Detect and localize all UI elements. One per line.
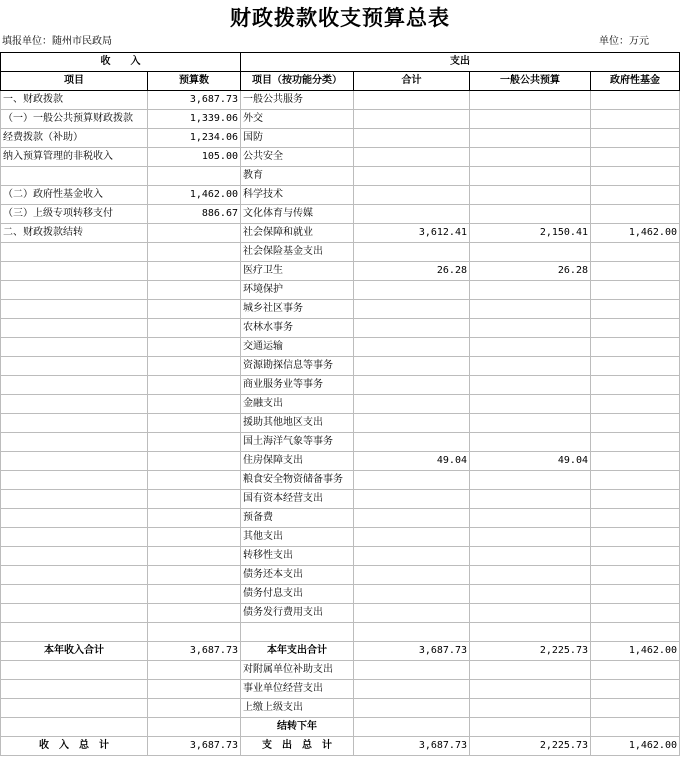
expense-total [354, 547, 470, 566]
expense-fund [591, 623, 680, 642]
expense-fund [591, 699, 680, 718]
income-item [1, 566, 148, 585]
expense-total [354, 623, 470, 642]
table-row [1, 376, 680, 395]
col-header-general: 一般公共预算 [470, 72, 591, 91]
income-amount: 886.67 [148, 205, 241, 224]
expense-general [470, 585, 591, 604]
expense-general [470, 718, 591, 737]
expense-item: 金融支出 [241, 395, 354, 414]
reporting-unit: 填报单位：随州市民政局 [2, 36, 112, 47]
table-row [1, 91, 680, 110]
expense-general [470, 319, 591, 338]
expense-general [470, 528, 591, 547]
income-item [1, 699, 148, 718]
income-amount [148, 224, 241, 243]
income-item [1, 471, 148, 490]
table-row [1, 547, 680, 566]
table-row [1, 433, 680, 452]
expense-fund [591, 300, 680, 319]
table-row [1, 186, 680, 205]
income-item: （三）上级专项转移支付 [1, 205, 148, 224]
income-amount [148, 395, 241, 414]
expense-total [354, 281, 470, 300]
expense-fund [591, 566, 680, 585]
expense-item: 社会保障和就业 [241, 224, 354, 243]
table-row [1, 566, 680, 585]
expense-total [354, 433, 470, 452]
expense-fund [591, 376, 680, 395]
expense-fund: 1,462.00 [591, 224, 680, 243]
expense-item: 文化体育与传媒 [241, 205, 354, 224]
expense-fund [591, 414, 680, 433]
income-item: 一、财政拨款 [1, 91, 148, 110]
table-row [1, 395, 680, 414]
budget-table [0, 52, 680, 756]
expense-total [354, 661, 470, 680]
income-item [1, 167, 148, 186]
expense-general [470, 395, 591, 414]
expense-general [470, 243, 591, 262]
expense-total [354, 471, 470, 490]
income-item [1, 490, 148, 509]
income-item: 纳入预算管理的非税收入 [1, 148, 148, 167]
income-item [1, 680, 148, 699]
income-item [1, 300, 148, 319]
expense-general [470, 91, 591, 110]
expense-item: 农林水事务 [241, 319, 354, 338]
col-header-budget: 预算数 [148, 72, 241, 91]
expense-general [470, 566, 591, 585]
expense-fund [591, 243, 680, 262]
income-amount [148, 262, 241, 281]
expense-general [470, 110, 591, 129]
income-amount [148, 376, 241, 395]
grand-expense-total: 3,687.73 [354, 737, 470, 756]
income-item [1, 547, 148, 566]
expense-fund [591, 129, 680, 148]
income-amount [148, 300, 241, 319]
expense-total [354, 566, 470, 585]
expense-general [470, 604, 591, 623]
expense-item: 住房保障支出 [241, 452, 354, 471]
table-row [1, 452, 680, 471]
income-amount [148, 509, 241, 528]
expense-fund [591, 319, 680, 338]
income-amount: 3,687.73 [148, 91, 241, 110]
income-amount: 105.00 [148, 148, 241, 167]
expense-item: 预备费 [241, 509, 354, 528]
table-row [1, 243, 680, 262]
expense-total [354, 585, 470, 604]
table-row [1, 338, 680, 357]
expense-item: 科学技术 [241, 186, 354, 205]
expense-fund [591, 509, 680, 528]
expense-item: 国土海洋气象等事务 [241, 433, 354, 452]
income-item [1, 585, 148, 604]
expense-total [354, 338, 470, 357]
grand-income-total-label: 收 入 总 计 [1, 737, 148, 756]
expense-general [470, 167, 591, 186]
expense-total: 26.28 [354, 262, 470, 281]
expense-fund [591, 604, 680, 623]
currency-unit: 单位：万元 [599, 36, 649, 47]
column-header-row [1, 72, 680, 91]
table-row [1, 680, 680, 699]
expense-fund [591, 205, 680, 224]
col-header-item: 项目 [1, 72, 148, 91]
year-expense-total: 3,687.73 [354, 642, 470, 661]
expense-item: 资源勘探信息等事务 [241, 357, 354, 376]
col-header-exp-item: 项目（按功能分类） [241, 72, 354, 91]
table-row [1, 110, 680, 129]
expense-general [470, 338, 591, 357]
income-item: 经费拨款（补助） [1, 129, 148, 148]
expense-fund [591, 547, 680, 566]
expense-item: 债务还本支出 [241, 566, 354, 585]
income-item [1, 528, 148, 547]
expense-item: 粮食安全物资储备事务 [241, 471, 354, 490]
expense-fund [591, 338, 680, 357]
expense-item: 商业服务业等事务 [241, 376, 354, 395]
income-item: （一）一般公共预算财政拨款 [1, 110, 148, 129]
table-row [1, 148, 680, 167]
expense-total [354, 718, 470, 737]
income-amount: 1,339.06 [148, 110, 241, 129]
expense-total [354, 699, 470, 718]
expense-total [354, 319, 470, 338]
expense-total [354, 395, 470, 414]
expense-fund [591, 471, 680, 490]
report-title: 财政拨款收支预算总表 [230, 5, 450, 30]
income-item [1, 395, 148, 414]
section-header-row [1, 53, 680, 72]
income-item [1, 281, 148, 300]
table-row [1, 661, 680, 680]
expense-total [354, 357, 470, 376]
income-amount [148, 699, 241, 718]
table-row [1, 414, 680, 433]
income-amount [148, 281, 241, 300]
income-amount [148, 357, 241, 376]
expense-general [470, 509, 591, 528]
expense-general [470, 547, 591, 566]
income-amount [148, 547, 241, 566]
expense-fund [591, 433, 680, 452]
expense-item: 城乡社区事务 [241, 300, 354, 319]
expense-total [354, 490, 470, 509]
expense-item: 社会保险基金支出 [241, 243, 354, 262]
expense-item: 上缴上级支出 [241, 699, 354, 718]
income-item [1, 319, 148, 338]
income-item [1, 243, 148, 262]
income-amount [148, 414, 241, 433]
expense-general [470, 414, 591, 433]
expense-total [354, 110, 470, 129]
income-amount [148, 319, 241, 338]
expense-total [354, 129, 470, 148]
income-item [1, 414, 148, 433]
expense-item: 公共安全 [241, 148, 354, 167]
expense-general [470, 300, 591, 319]
expense-fund [591, 490, 680, 509]
income-amount: 1,234.06 [148, 129, 241, 148]
income-amount [148, 433, 241, 452]
income-amount [148, 585, 241, 604]
table-row [1, 281, 680, 300]
income-item [1, 376, 148, 395]
year-expense-total-label: 本年支出合计 [241, 642, 354, 661]
expense-fund [591, 680, 680, 699]
expense-fund [591, 148, 680, 167]
col-header-total: 合计 [354, 72, 470, 91]
expense-general [470, 281, 591, 300]
expense-fund [591, 91, 680, 110]
expense-general [470, 623, 591, 642]
expense-item: 事业单位经营支出 [241, 680, 354, 699]
expense-item: 援助其他地区支出 [241, 414, 354, 433]
income-item [1, 357, 148, 376]
income-amount [148, 604, 241, 623]
table-row [1, 490, 680, 509]
expense-fund [591, 528, 680, 547]
table-row [1, 357, 680, 376]
income-amount [148, 566, 241, 585]
income-item [1, 604, 148, 623]
expense-general [470, 129, 591, 148]
expense-fund [591, 585, 680, 604]
carry-over-row [1, 718, 680, 737]
expense-item: 对附属单位补助支出 [241, 661, 354, 680]
income-section-header: 收 入 [1, 53, 241, 72]
expense-item [241, 623, 354, 642]
expense-general [470, 680, 591, 699]
expense-item: 外交 [241, 110, 354, 129]
carry-over-label: 结转下年 [241, 718, 354, 737]
expense-total [354, 300, 470, 319]
expense-item: 国有资本经营支出 [241, 490, 354, 509]
expense-total [354, 528, 470, 547]
table-row [1, 319, 680, 338]
expense-total [354, 186, 470, 205]
income-amount [148, 680, 241, 699]
expense-general [470, 376, 591, 395]
income-item: （二）政府性基金收入 [1, 186, 148, 205]
expense-total [354, 680, 470, 699]
income-item: 二、财政拨款结转 [1, 224, 148, 243]
expense-item: 交通运输 [241, 338, 354, 357]
table-row [1, 699, 680, 718]
expense-total [354, 148, 470, 167]
grand-expense-fund: 1,462.00 [591, 737, 680, 756]
expense-item: 债务付息支出 [241, 585, 354, 604]
income-amount [148, 490, 241, 509]
expense-fund [591, 186, 680, 205]
expense-item: 教育 [241, 167, 354, 186]
expense-item: 其他支出 [241, 528, 354, 547]
expense-fund [591, 167, 680, 186]
expense-total [354, 91, 470, 110]
table-row [1, 604, 680, 623]
expense-total [354, 604, 470, 623]
income-item [1, 718, 148, 737]
income-amount [148, 243, 241, 262]
expense-fund [591, 452, 680, 471]
expense-general [470, 205, 591, 224]
income-amount [148, 623, 241, 642]
table-row [1, 167, 680, 186]
expense-general [470, 357, 591, 376]
table-row [1, 471, 680, 490]
expense-fund [591, 661, 680, 680]
expense-item: 国防 [241, 129, 354, 148]
table-row [1, 623, 680, 642]
expense-general [470, 471, 591, 490]
year-expense-general: 2,225.73 [470, 642, 591, 661]
expense-total: 49.04 [354, 452, 470, 471]
income-item [1, 262, 148, 281]
grand-expense-total-label: 支 出 总 计 [241, 737, 354, 756]
year-income-total-label: 本年收入合计 [1, 642, 148, 661]
table-row [1, 205, 680, 224]
income-amount [148, 167, 241, 186]
expense-total [354, 243, 470, 262]
expense-item: 债务发行费用支出 [241, 604, 354, 623]
col-header-fund: 政府性基金 [591, 72, 680, 91]
year-income-total-amount: 3,687.73 [148, 642, 241, 661]
income-amount [148, 471, 241, 490]
grand-expense-general: 2,225.73 [470, 737, 591, 756]
expense-item: 环境保护 [241, 281, 354, 300]
table-row [1, 528, 680, 547]
expense-total [354, 509, 470, 528]
expense-total [354, 167, 470, 186]
year-total-row [1, 642, 680, 661]
expense-total: 3,612.41 [354, 224, 470, 243]
expense-general [470, 661, 591, 680]
expense-fund [591, 395, 680, 414]
year-expense-fund: 1,462.00 [591, 642, 680, 661]
expense-total [354, 205, 470, 224]
table-row [1, 224, 680, 243]
table-row [1, 262, 680, 281]
expense-section-header: 支出 [241, 53, 680, 72]
income-amount [148, 338, 241, 357]
grand-income-total-amount: 3,687.73 [148, 737, 241, 756]
income-item [1, 509, 148, 528]
expense-general [470, 699, 591, 718]
expense-item: 医疗卫生 [241, 262, 354, 281]
expense-general [470, 490, 591, 509]
table-row [1, 585, 680, 604]
expense-total [354, 376, 470, 395]
income-amount [148, 661, 241, 680]
expense-fund [591, 357, 680, 376]
income-amount [148, 718, 241, 737]
expense-fund [591, 718, 680, 737]
table-row [1, 300, 680, 319]
expense-item: 转移性支出 [241, 547, 354, 566]
expense-fund [591, 110, 680, 129]
expense-general [470, 433, 591, 452]
table-row [1, 129, 680, 148]
expense-total [354, 414, 470, 433]
income-item [1, 623, 148, 642]
income-amount [148, 452, 241, 471]
expense-fund [591, 281, 680, 300]
grand-total-row [1, 737, 680, 756]
expense-general [470, 148, 591, 167]
income-item [1, 661, 148, 680]
income-amount: 1,462.00 [148, 186, 241, 205]
expense-general: 26.28 [470, 262, 591, 281]
expense-item: 一般公共服务 [241, 91, 354, 110]
expense-general: 49.04 [470, 452, 591, 471]
income-amount [148, 528, 241, 547]
table-row [1, 509, 680, 528]
expense-general [470, 186, 591, 205]
income-item [1, 338, 148, 357]
income-item [1, 433, 148, 452]
expense-fund [591, 262, 680, 281]
expense-general: 2,150.41 [470, 224, 591, 243]
income-item [1, 452, 148, 471]
